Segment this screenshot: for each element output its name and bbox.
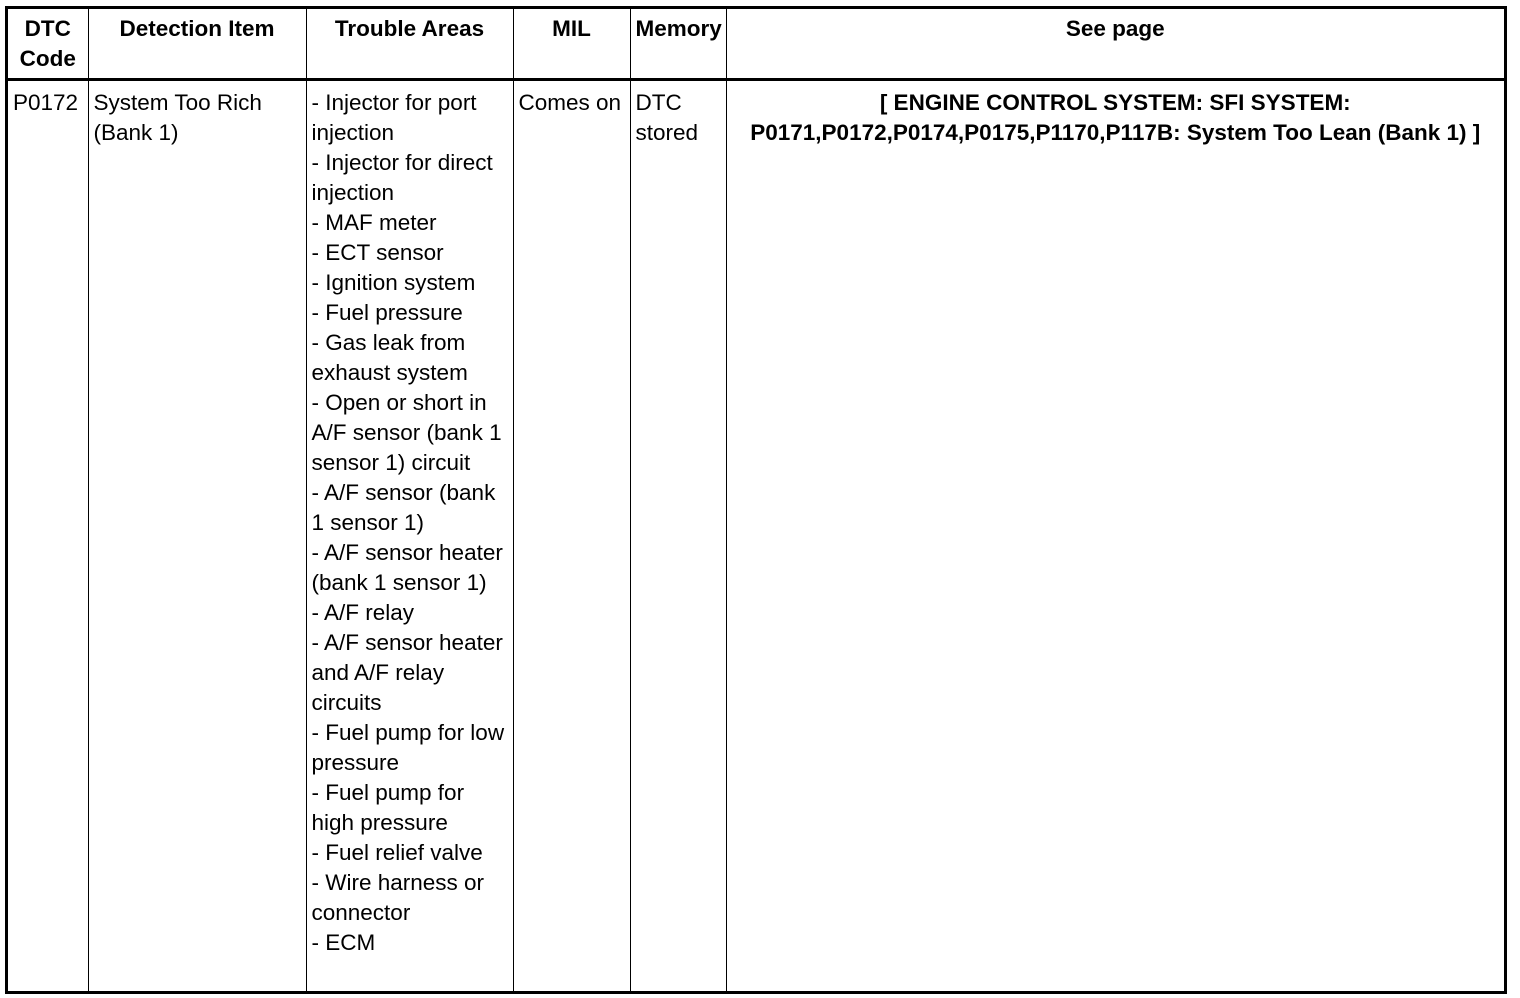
list-item: - Open or short in A/F sensor (bank 1 sensor 1) circuit	[311, 390, 502, 475]
list-item: - Ignition system	[311, 270, 476, 295]
list-item: - A/F sensor heater and A/F relay circuits	[311, 630, 503, 715]
dtc-table	[8, 9, 1504, 991]
list-item: - Injector for direct injection	[311, 150, 493, 205]
table-header-row	[8, 9, 1504, 80]
list-item: - A/F relay	[311, 600, 415, 625]
cell-mil	[513, 80, 630, 992]
see-page-link[interactable]: [ ENGINE CONTROL SYSTEM: SFI SYSTEM: P0171,P0172,P0174,P0175,P1170,P117B: System Too Lean (Bank 1) ]	[750, 90, 1481, 145]
list-item: - MAF meter	[311, 210, 437, 235]
cell-trouble-areas	[306, 80, 513, 992]
cell-dtc-code	[8, 80, 88, 992]
header-mil: MIL	[513, 9, 630, 80]
list-item: - A/F sensor heater (bank 1 sensor 1)	[311, 540, 503, 595]
list-item: - A/F sensor (bank 1 sensor 1)	[311, 480, 496, 535]
dtc-table-frame	[5, 6, 1507, 994]
list-item: - Gas leak from exhaust system	[311, 330, 468, 385]
trouble-areas-list	[312, 88, 508, 958]
cell-memory	[630, 80, 726, 992]
detection-item-value: System Too Rich (Bank 1)	[93, 90, 262, 145]
list-item: - Injector for port injection	[311, 90, 477, 145]
list-item: - ECM	[311, 930, 376, 955]
cell-see-page	[726, 80, 1504, 992]
header-dtc-code: DTC Code	[8, 9, 88, 80]
list-item: - ECT sensor	[311, 240, 444, 265]
header-trouble-areas: Trouble Areas	[306, 9, 513, 80]
list-item: - Fuel pump for high pressure	[311, 780, 465, 835]
header-memory: Memory	[630, 9, 726, 80]
table-row	[8, 80, 1504, 992]
list-item: - Wire harness or connector	[311, 870, 485, 925]
dtc-code-value: P0172	[13, 90, 79, 115]
list-item: - Fuel pressure	[311, 300, 463, 325]
cell-detection-item	[88, 80, 306, 992]
mil-value: Comes on	[518, 90, 622, 115]
memory-value: DTC stored	[635, 90, 699, 145]
header-see-page: See page	[726, 9, 1504, 80]
list-item: - Fuel relief valve	[311, 840, 483, 865]
header-detection-item: Detection Item	[88, 9, 306, 80]
list-item: - Fuel pump for low pressure	[311, 720, 505, 775]
